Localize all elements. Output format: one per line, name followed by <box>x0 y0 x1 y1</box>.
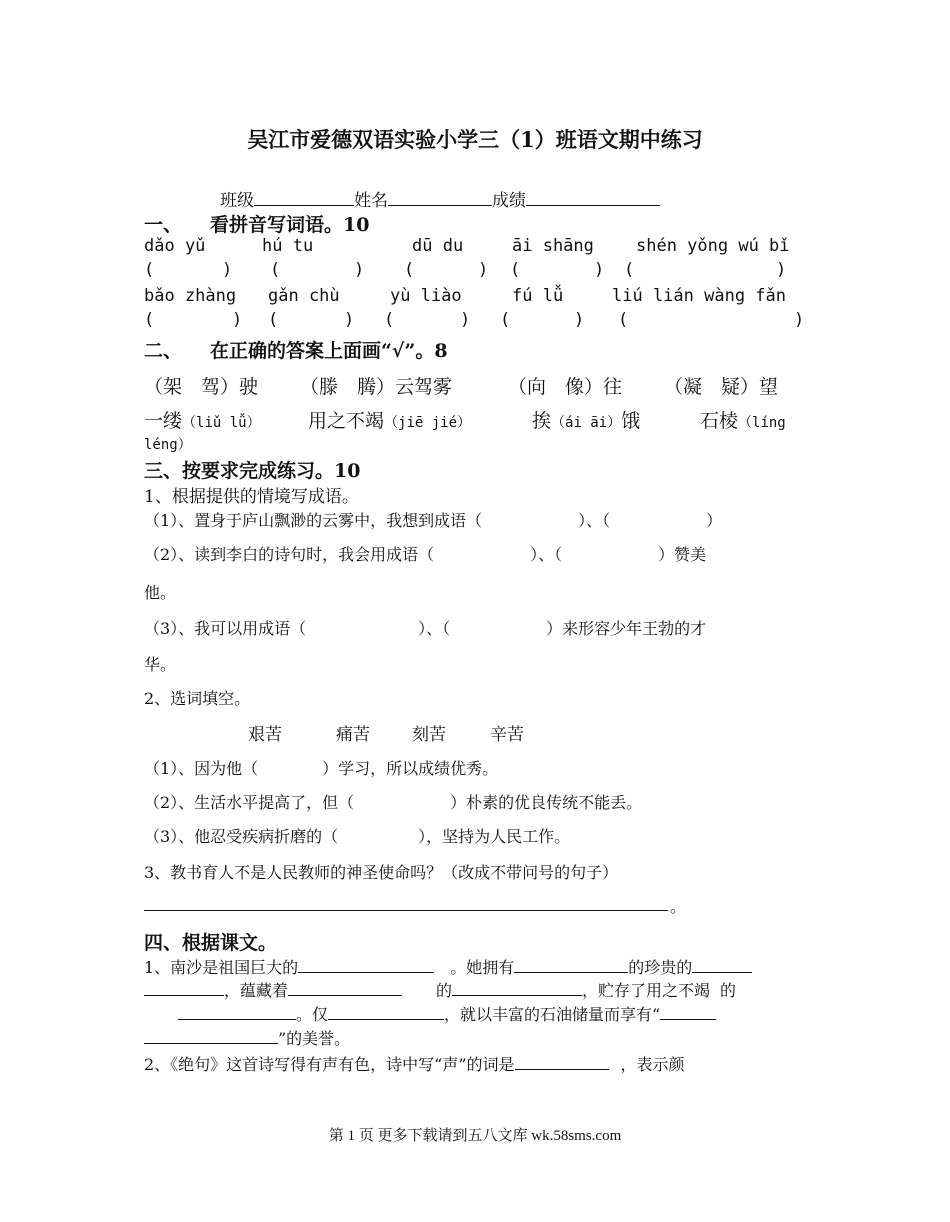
answer-paren-open: ( <box>404 260 415 280</box>
page-footer: 第 1 页 更多下载请到五八文库 wk.58sms.com <box>328 1128 622 1144</box>
choice-pinyin[interactable]: （ái āi） <box>551 415 622 431</box>
choice-item-2[interactable]: （滕 腾）云驾雾 <box>300 376 453 398</box>
fill-blank[interactable] <box>328 1004 444 1020</box>
answer-paren-open: ( <box>624 260 635 280</box>
fill-blank[interactable] <box>514 957 628 973</box>
answer-paren-close: ) <box>594 260 605 280</box>
question-3-1-1: （1）、置身于庐山飘渺的云雾中，我想到成语（ ）、（ ） <box>144 511 723 530</box>
choice-item-3[interactable]: （向 像）往 <box>508 376 623 398</box>
question-3-3: 3、教书育人不是人民教师的神圣使命吗？（改成不带问号的句子） <box>144 863 619 882</box>
answer-paren-close: ) <box>776 260 787 280</box>
class-blank[interactable] <box>254 190 354 206</box>
question-3-2-2: （2）、生活水平提高了，但（ ）朴素的优良传统不能丢。 <box>144 793 643 812</box>
fill-line-2 <box>144 978 736 1001</box>
fill-text: 的 <box>436 981 453 1000</box>
choice-line-2 <box>532 406 640 433</box>
pinyin-5: shén yǒng wú bǐ <box>636 236 790 256</box>
pinyin-8: yù liào <box>390 286 462 306</box>
answer-paren-open: ( <box>500 310 511 330</box>
answer-paren-close: ) <box>794 310 805 330</box>
answer-paren-close: ) <box>478 260 489 280</box>
choice-word: 石棱 <box>700 410 739 432</box>
fill-blank[interactable] <box>144 980 224 996</box>
pinyin-2: hú tu <box>262 236 314 256</box>
question-3-2-1: （1）、因为他（ ）学习，所以成绩优秀。 <box>144 759 499 778</box>
answer-paren-close: ) <box>460 310 471 330</box>
pinyin-10: liú lián wàng fǎn <box>612 286 786 306</box>
choice-pinyin[interactable]: （líng <box>738 415 786 431</box>
choice-pinyin-wrap: léng） <box>144 437 192 453</box>
fill-text: 1、南沙是祖国巨大的 <box>144 958 299 977</box>
fill-text: ，贮存了用之不竭 <box>582 981 711 1000</box>
choice-item-4[interactable]: （凝 疑）望 <box>664 376 779 398</box>
answer-paren-open: ( <box>270 260 281 280</box>
answer-paren-open: ( <box>618 310 629 330</box>
fill-blank[interactable] <box>178 1004 296 1020</box>
name-label: 姓名 <box>354 191 388 211</box>
fill-line-1 <box>144 955 752 978</box>
fill-blank[interactable] <box>144 1028 278 1044</box>
section-2-number: 二、 <box>144 340 183 362</box>
choice-line-2 <box>700 406 786 433</box>
score-label: 成绩 <box>492 191 526 211</box>
fill-text: ，表示颜 <box>620 1055 685 1074</box>
fill-blank[interactable] <box>288 980 402 996</box>
answer-paren-open: ( <box>144 310 155 330</box>
word-option-4: 辛苦 <box>490 725 524 745</box>
score-blank[interactable] <box>526 190 660 206</box>
word-option-3: 刻苦 <box>412 725 446 745</box>
pinyin-1: dǎo yǔ <box>144 236 206 256</box>
answer-paren-open: ( <box>268 310 279 330</box>
question-3-1-3: （3）、我可以用成语（ ）、（ ）来形容少年王勃的才 <box>144 619 707 638</box>
fill-text: 的珍贵的 <box>628 958 693 977</box>
answer-paren-close: ) <box>574 310 585 330</box>
answer-line[interactable] <box>144 894 668 911</box>
name-blank[interactable] <box>388 190 492 206</box>
choice-word: 一缕 <box>144 410 183 432</box>
fill-text: 2、《绝句》这首诗写得有声有色，诗中写“声”的词是 <box>144 1055 515 1074</box>
choice-line-2 <box>308 406 471 433</box>
question-3-1-2: （2）、读到李白的诗句时，我会用成语（ ）、（ ）赞美 <box>144 545 707 564</box>
fill-blank[interactable] <box>692 957 752 973</box>
fill-text: ，就以丰富的石油储量而享有“ <box>444 1005 661 1024</box>
answer-paren-open: ( <box>144 260 155 280</box>
word-option-1: 艰苦 <box>248 725 282 745</box>
section-4-heading: 四、根据课文。 <box>144 932 278 954</box>
choice-line-2 <box>144 406 261 433</box>
section-3-heading: 三、按要求完成练习。10 <box>144 460 361 482</box>
pinyin-4: āi shāng <box>512 236 594 256</box>
choice-word: 饿 <box>621 410 641 432</box>
section-2-heading: 在正确的答案上面画“√”。8 <box>210 340 448 362</box>
answer-paren-close: ) <box>222 260 233 280</box>
question-3-2-3: （3）、他忍受疾病折磨的（ ），坚持为人民工作。 <box>144 827 571 846</box>
answer-paren-close: ) <box>232 310 243 330</box>
answer-paren-open: ( <box>510 260 521 280</box>
pinyin-3: dū du <box>412 236 464 256</box>
answer-paren-close: ) <box>354 260 365 280</box>
pinyin-7: gǎn chù <box>268 286 340 306</box>
answer-paren-open: ( <box>384 310 395 330</box>
fill-text: ”的美誉。 <box>278 1029 351 1048</box>
page-title: 吴江市爱德双语实验小学三（1）班语文期中练习 <box>247 127 703 152</box>
answer-paren-close: ) <box>344 310 355 330</box>
section-1-number: 一、 <box>144 214 183 236</box>
fill-text: ，蕴藏着 <box>224 981 289 1000</box>
fill-text: 。仅 <box>296 1005 329 1024</box>
fill-line-4 <box>144 1026 350 1049</box>
section-1-heading: 看拼音写词语。10 <box>210 214 370 236</box>
fill-text: 的 <box>720 981 737 1000</box>
choice-item-1[interactable]: （架 驾）驶 <box>144 376 259 398</box>
question-3-1: 1、根据提供的情境写成语。 <box>144 487 359 507</box>
word-option-2: 痛苦 <box>336 725 370 745</box>
choice-pinyin[interactable]: （liǔ lǚ） <box>182 415 261 431</box>
fill-blank[interactable] <box>452 980 582 996</box>
choice-word: 挨 <box>532 410 552 432</box>
choice-word: 用之不竭 <box>308 410 385 432</box>
fill-blank[interactable] <box>660 1004 716 1020</box>
question-3-1-3-cont: 华。 <box>144 655 177 674</box>
info-line <box>220 186 660 211</box>
fill-text: 。她拥有 <box>450 958 515 977</box>
fill-line-3 <box>144 1002 716 1025</box>
answer-line-end: 。 <box>670 897 687 916</box>
pinyin-6: bǎo zhàng <box>144 286 237 306</box>
fill-blank[interactable] <box>515 1054 609 1070</box>
fill-line-5 <box>144 1052 685 1075</box>
choice-pinyin[interactable]: （jiē jié） <box>384 415 472 431</box>
question-3-1-2-cont: 他。 <box>144 583 177 602</box>
class-label: 班级 <box>220 191 254 211</box>
pinyin-9: fú lǚ <box>512 286 564 306</box>
fill-blank[interactable] <box>298 957 434 973</box>
question-3-2: 2、选词填空。 <box>144 689 251 708</box>
